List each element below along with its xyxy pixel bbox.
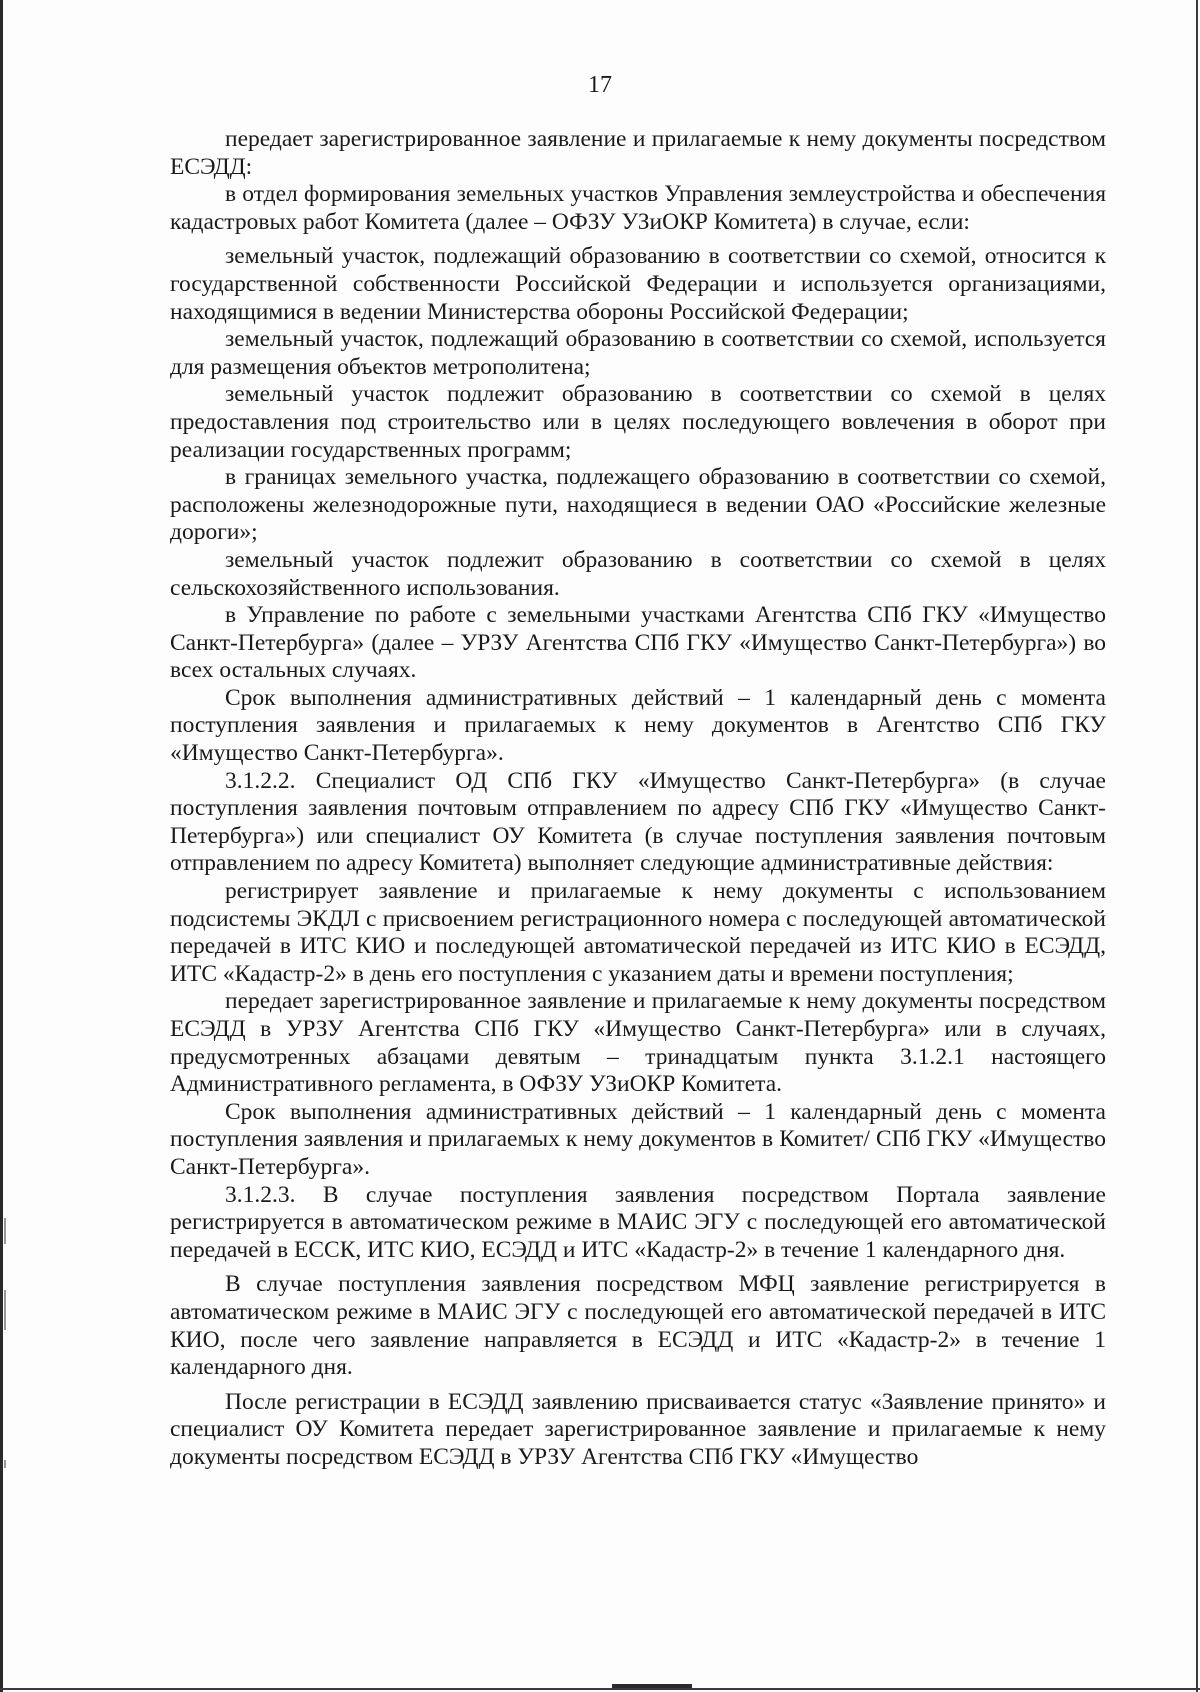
paragraph: Срок выполнения административных действий – 1 календарный день с момента поступления заявления и прилагаемых к нему документов в Агентство СПб ГКУ «Имущество Санкт-Петербурга». <box>170 684 1106 767</box>
paragraph: земельный участок, подлежащий образованию в соответствии со схемой, относится к государственной собственности Российской Федерации и используется организациями, находящимися в ведении Министерства обороны Российской Федерации; <box>170 243 1106 325</box>
paragraph: земельный участок подлежит образованию в соответствии со схемой в целях предоставления под строительство или в целях последующего вовлечения в оборот при реализации государственных программ; <box>170 381 1106 463</box>
paragraph: Срок выполнения административных действий – 1 календарный день с момента поступления заявления и прилагаемых к нему документов в Комитет/ СПб ГКУ «Имущество Санкт-Петербурга». <box>170 1098 1106 1180</box>
paragraph: передает зарегистрированное заявление и прилагаемые к нему документы посредством ЕСЭДД в УРЗУ Агентства СПб ГКУ «Имущество Санкт-Петербурга» или в случаях, предусмотренных абзацами девятым – тринадцатым пункта 3.1.2.1 настоящего Административного регламента, в ОФЗУ УЗиОКР Комитета. <box>170 988 1106 1098</box>
paragraph: В случае поступления заявления посредством МФЦ заявление регистрируется в автоматическом режиме в МАИС ЭГУ с последующей его автоматической передачей в ИТС КИО, после чего заявление направляется в ЕСЭДД и ИТС «Кадастр-2» в течение 1 календарного дня. <box>170 1271 1106 1381</box>
paragraph: земельный участок, подлежащий образованию в соответствии со схемой, используется для размещения объектов метрополитена; <box>170 326 1106 380</box>
page-bottom-mark <box>612 1684 692 1688</box>
paragraph: передает зарегистрированное заявление и прилагаемые к нему документы посредством ЕСЭДД: <box>170 126 1106 180</box>
page-left-edge <box>0 0 3 1692</box>
paragraph: 3.1.2.3. В случае поступления заявления посредством Портала заявление регистрируется в автоматическом режиме в МАИС ЭГУ с последующей его автоматической передачей в ЕССК, ИТС КИО, ЕСЭДД и ИТС «Кадастр-2» в течение 1 календарного дня. <box>170 1181 1106 1263</box>
paragraph: в отдел формирования земельных участков Управления землеустройства и обеспечения кадастровых работ Комитета (далее – ОФЗУ УЗиОКР Комитета) в случае, если: <box>170 181 1106 235</box>
scan-artifact <box>4 1460 6 1468</box>
paragraph: регистрирует заявление и прилагаемые к нему документы с использованием подсистемы ЭКДЛ с присвоением регистрационного номера с последующей автоматической передачей в ИТС КИО и последующей автоматической передачей из ИТС КИО в ЕСЭДД, ИТС «Кадастр-2» в день его поступления с указанием даты и времени поступления; <box>170 878 1106 987</box>
paragraph: 3.1.2.2. Специалист ОД СПб ГКУ «Имущество Санкт-Петербурга» (в случае поступления заявления почтовым отправлением по адресу СПб ГКУ «Имущество Санкт-Петербурга») или специалист ОУ Комитета (в случае поступления заявления почтовым отправлением по адресу Комитета) выполняет следующие административные действия: <box>170 767 1106 877</box>
page-number: 17 <box>588 72 612 98</box>
paragraph: земельный участок подлежит образованию в соответствии со схемой в целях сельскохозяйственного использования. <box>170 546 1106 601</box>
scan-artifact <box>4 1290 6 1330</box>
document-body <box>170 126 1106 1472</box>
page-right-edge <box>1196 0 1198 1692</box>
page-bottom-edge <box>0 1688 1200 1690</box>
paragraph: в Управление по работе с земельными участками Агентства СПб ГКУ «Имущество Санкт-Петербурга» (далее – УРЗУ Агентства СПб ГКУ «Имущество Санкт-Петербурга») во всех остальных случаях. <box>170 602 1106 684</box>
paragraph: После регистрации в ЕСЭДД заявлению присваивается статус «Заявление принято» и специалист ОУ Комитета передает зарегистрированное заявление и прилагаемые к нему документы посредством ЕСЭДД в УРЗУ Агентства СПб ГКУ «Имущество <box>170 1388 1106 1470</box>
scan-artifact <box>4 1218 6 1244</box>
paragraph: в границах земельного участка, подлежащего образованию в соответствии со схемой, расположены железнодорожные пути, находящиеся в ведении ОАО «Российские железные дороги»; <box>170 464 1106 546</box>
